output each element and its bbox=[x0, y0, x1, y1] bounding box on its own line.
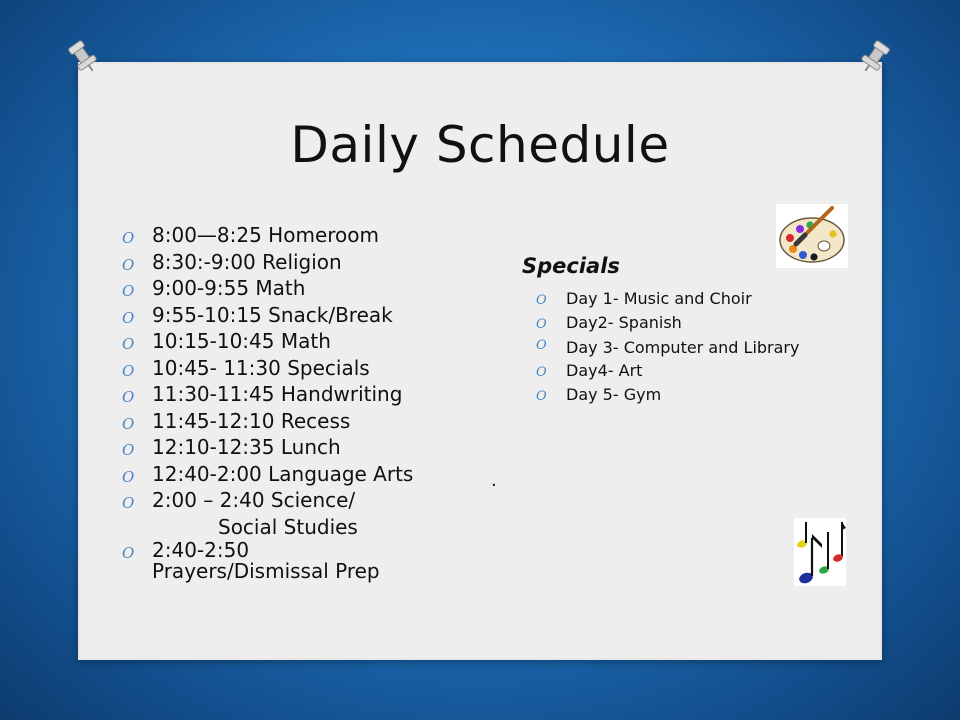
schedule-item-text: 10:45- 11:30 Specials bbox=[152, 355, 370, 380]
schedule-item-text: 11:45-12:10 Recess bbox=[152, 408, 351, 433]
specials-item-text: Day 3- Computer and Library bbox=[566, 338, 800, 357]
schedule-item bbox=[122, 461, 482, 488]
schedule-item bbox=[122, 328, 482, 355]
schedule-item bbox=[122, 302, 482, 329]
schedule-item-text-2: Prayers/Dismissal Prep bbox=[152, 559, 380, 583]
specials-item-text: Day 5- Gym bbox=[566, 385, 662, 404]
specials-item bbox=[536, 383, 806, 407]
schedule-item-text: 9:00-9:55 Math bbox=[152, 276, 306, 300]
stray-dot: . bbox=[491, 470, 497, 491]
schedule-item-dismissal bbox=[122, 540, 482, 582]
paint-palette-icon bbox=[776, 204, 848, 268]
schedule-item-text: 11:30-11:45 Handwriting bbox=[152, 382, 403, 406]
schedule-item bbox=[122, 434, 482, 461]
schedule-item-science bbox=[122, 487, 482, 540]
bullet-icon: O bbox=[536, 365, 547, 380]
music-notes-icon bbox=[794, 518, 846, 586]
specials-heading: Specials bbox=[522, 254, 620, 278]
schedule-item bbox=[122, 408, 482, 435]
page-title: Daily Schedule bbox=[290, 116, 670, 174]
schedule-item-text: 8:00—8:25 Homeroom bbox=[152, 223, 379, 247]
schedule-item-continuation: Social Studies bbox=[218, 514, 358, 539]
schedule-item-text: 10:15-10:45 Math bbox=[152, 329, 331, 353]
schedule-item-text: 12:40-2:00 Language Arts bbox=[152, 461, 414, 486]
schedule-item-text: 2:00 – 2:40 Science/ bbox=[152, 488, 356, 512]
specials-item bbox=[536, 335, 806, 359]
bullet-icon: O bbox=[122, 494, 135, 512]
bullet-icon: O bbox=[536, 338, 547, 353]
schedule-item-text: 8:30:-9:00 Religion bbox=[152, 249, 342, 274]
schedule-item-text: 12:10-12:35 Lunch bbox=[152, 435, 341, 459]
bullet-icon: O bbox=[122, 282, 135, 300]
bullet-icon: O bbox=[536, 293, 547, 308]
schedule-item bbox=[122, 355, 482, 382]
specials-list bbox=[536, 287, 806, 407]
schedule-item bbox=[122, 249, 482, 276]
bullet-icon: O bbox=[122, 467, 135, 486]
schedule-item-text: 9:55-10:15 Snack/Break bbox=[152, 302, 393, 327]
specials-item-text: Day4- Art bbox=[566, 361, 643, 380]
specials-item bbox=[536, 359, 806, 383]
bullet-icon: O bbox=[536, 317, 547, 332]
schedule-item bbox=[122, 275, 482, 302]
schedule-item-text: 2:40-2:50 bbox=[152, 538, 250, 562]
schedule-item bbox=[122, 222, 482, 249]
specials-item bbox=[536, 311, 806, 335]
bullet-icon: O bbox=[122, 388, 135, 406]
specials-item-text: Day2- Spanish bbox=[566, 313, 682, 332]
bullet-icon: O bbox=[122, 441, 135, 459]
bullet-icon: O bbox=[122, 229, 135, 247]
bullet-icon: O bbox=[122, 361, 135, 380]
specials-item bbox=[536, 287, 806, 311]
bullet-icon: O bbox=[122, 414, 135, 433]
bullet-icon: O bbox=[122, 255, 135, 274]
bullet-icon: O bbox=[122, 308, 135, 327]
specials-item-text: Day 1- Music and Choir bbox=[566, 289, 752, 308]
schedule-item bbox=[122, 381, 482, 408]
bullet-icon: O bbox=[122, 335, 135, 353]
bullet-icon: O bbox=[122, 544, 135, 562]
schedule-list bbox=[122, 222, 482, 582]
bullet-icon: O bbox=[536, 389, 547, 404]
